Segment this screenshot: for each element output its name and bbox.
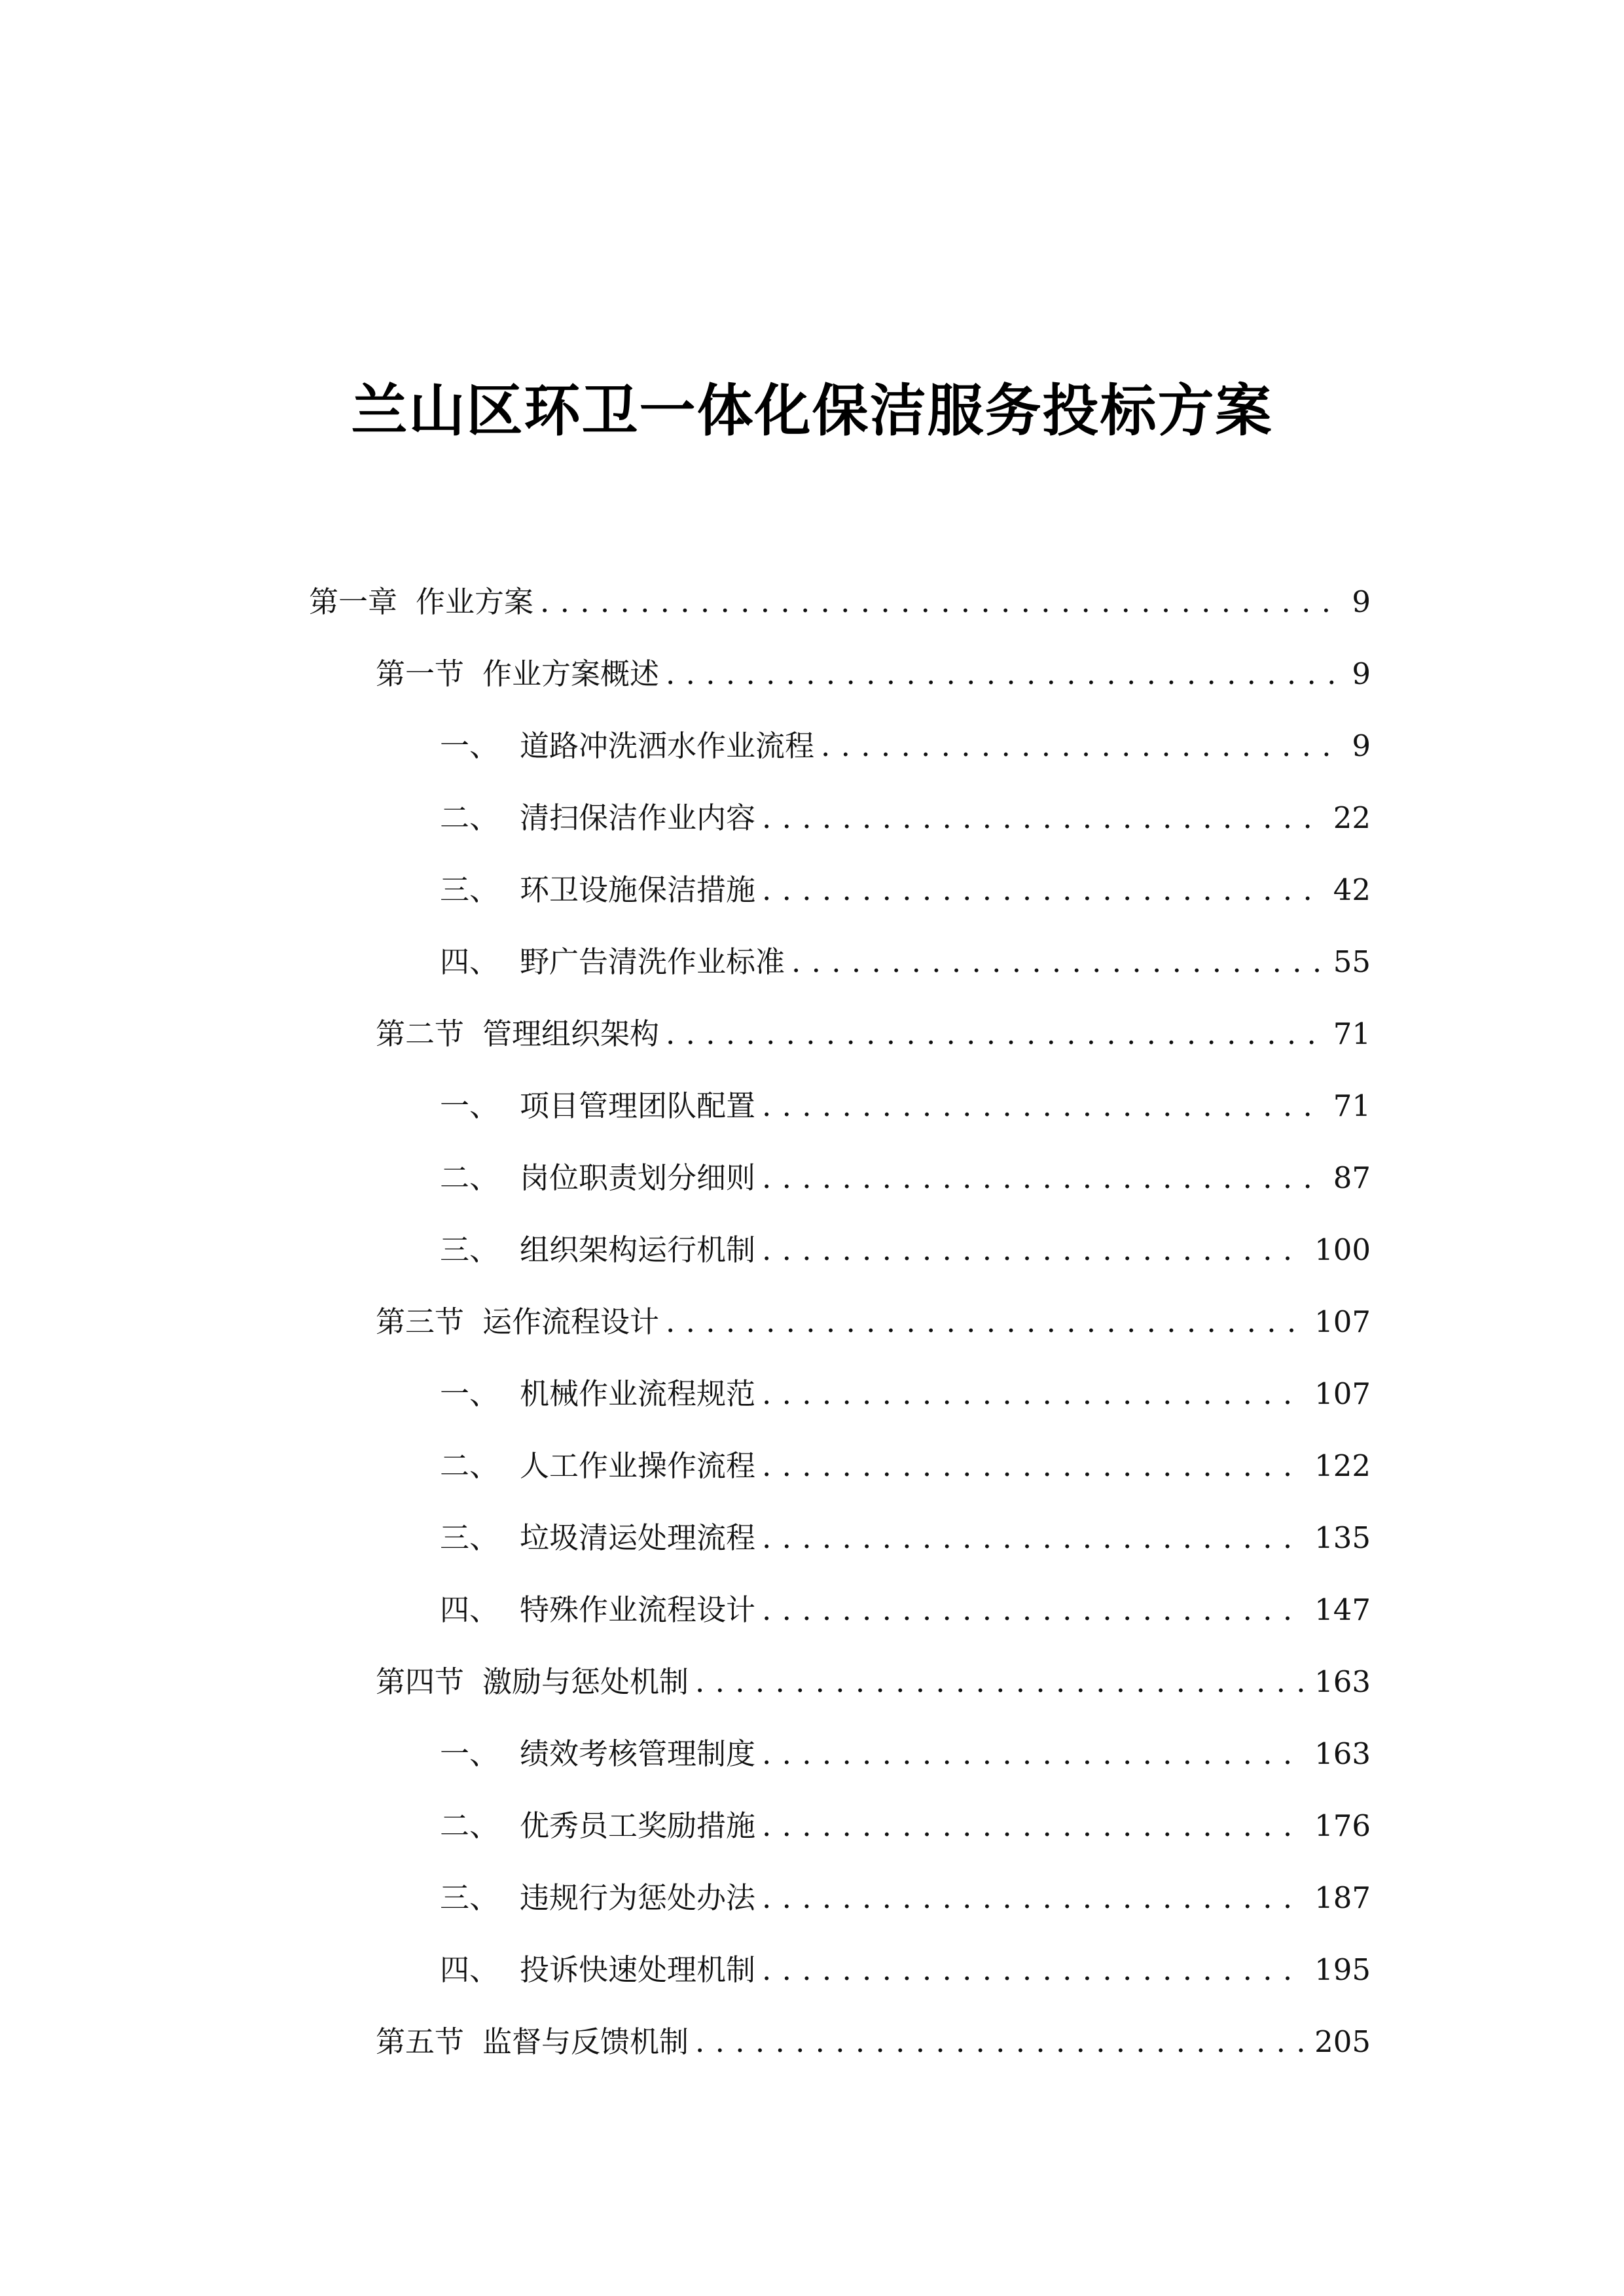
toc-entry-number: 第五节 xyxy=(376,2024,465,2059)
toc-entry[interactable] xyxy=(440,1512,1371,1564)
toc-entry[interactable] xyxy=(376,1296,1371,1348)
toc-entry-title: 清扫保洁作业内容 xyxy=(520,800,756,835)
toc-entry-title: 作业方案概述 xyxy=(482,656,660,691)
toc-dot-leader xyxy=(762,1440,1305,1492)
toc-entry[interactable] xyxy=(440,1368,1371,1420)
toc-entry-title: 投诉快速处理机制 xyxy=(520,1952,756,1987)
toc-page-number: 9 xyxy=(1352,728,1371,763)
toc-entry[interactable] xyxy=(376,648,1371,700)
toc-dot-leader xyxy=(666,1296,1305,1348)
toc-entry-title: 运作流程设计 xyxy=(482,1304,660,1339)
toc-entry[interactable] xyxy=(376,1008,1371,1060)
toc-dot-leader xyxy=(762,864,1324,916)
toc-entry-title: 机械作业流程规范 xyxy=(520,1376,756,1411)
toc-entry[interactable] xyxy=(309,576,1371,628)
toc-page-number: 147 xyxy=(1314,1592,1371,1627)
toc-entry-title: 道路冲洗洒水作业流程 xyxy=(520,728,815,763)
toc-entry-number: 二、 xyxy=(440,1808,499,1843)
toc-entry-title: 绩效考核管理制度 xyxy=(520,1736,756,1771)
toc-entry-title: 作业方案 xyxy=(416,584,534,619)
toc-entry-number: 四、 xyxy=(440,1592,499,1627)
toc-dot-leader xyxy=(762,792,1324,844)
toc-page-number: 163 xyxy=(1314,1664,1371,1699)
toc-entry-title: 违规行为惩处办法 xyxy=(520,1880,756,1915)
toc-entry-number: 第四节 xyxy=(376,1664,465,1699)
toc-entry-number: 三、 xyxy=(440,1520,499,1555)
toc-entry-title: 激励与惩处机制 xyxy=(482,1664,689,1699)
toc-page-number: 71 xyxy=(1333,1088,1371,1123)
toc-entry[interactable] xyxy=(440,1944,1371,1996)
toc-dot-leader xyxy=(791,936,1324,988)
toc-entry-title: 人工作业操作流程 xyxy=(520,1448,756,1483)
toc-page-number: 9 xyxy=(1352,656,1371,691)
toc-entry-number: 四、 xyxy=(440,1952,499,1987)
toc-dot-leader xyxy=(762,1872,1305,1924)
toc-dot-leader xyxy=(762,1584,1305,1636)
toc-entry[interactable] xyxy=(440,1152,1371,1204)
toc-entry-number: 三、 xyxy=(440,1232,499,1267)
toc-entry[interactable] xyxy=(440,1728,1371,1780)
toc-entry-title: 野广告清洗作业标准 xyxy=(520,944,785,979)
toc-dot-leader xyxy=(695,2016,1305,2068)
toc-entry-number: 二、 xyxy=(440,1160,499,1195)
toc-entry[interactable] xyxy=(440,864,1371,916)
toc-entry-title: 垃圾清运处理流程 xyxy=(520,1520,756,1555)
toc-entry-title: 项目管理团队配置 xyxy=(520,1088,756,1123)
toc-dot-leader xyxy=(762,1152,1324,1204)
toc-dot-leader xyxy=(762,1944,1305,1996)
toc-entry[interactable] xyxy=(440,720,1371,772)
toc-entry-number: 第一章 xyxy=(309,584,398,619)
toc-entry-number: 一、 xyxy=(440,1376,499,1411)
toc-page-number: 55 xyxy=(1333,944,1371,979)
toc-dot-leader xyxy=(762,1728,1305,1780)
toc-entry[interactable] xyxy=(440,1440,1371,1492)
toc-entry-title: 环卫设施保洁措施 xyxy=(520,872,756,907)
toc-page-number: 9 xyxy=(1352,584,1371,619)
toc-page-number: 22 xyxy=(1333,800,1371,835)
toc-dot-leader xyxy=(540,576,1335,628)
toc-page-number: 135 xyxy=(1314,1520,1371,1555)
toc-entry-title: 岗位职责划分细则 xyxy=(520,1160,756,1195)
toc-entry-number: 第三节 xyxy=(376,1304,465,1339)
document-title: 兰山区环卫一体化保洁服务投标方案 xyxy=(351,378,1273,444)
toc-entry-title: 优秀员工奖励措施 xyxy=(520,1808,756,1843)
toc-page-number: 176 xyxy=(1314,1808,1371,1843)
toc-entry[interactable] xyxy=(376,1656,1371,1708)
toc-dot-leader xyxy=(821,720,1335,772)
toc-entry[interactable] xyxy=(440,936,1371,988)
toc-page-number: 187 xyxy=(1314,1880,1371,1915)
toc-entry-number: 三、 xyxy=(440,872,499,907)
toc-entry-number: 三、 xyxy=(440,1880,499,1915)
toc-dot-leader xyxy=(762,1512,1305,1564)
toc-page-number: 71 xyxy=(1333,1016,1371,1051)
toc-page-number: 107 xyxy=(1314,1376,1371,1411)
toc-entry-title: 管理组织架构 xyxy=(482,1016,660,1051)
toc-entry-number: 一、 xyxy=(440,728,499,763)
toc-dot-leader xyxy=(695,1656,1305,1708)
toc-page-number: 195 xyxy=(1314,1952,1371,1987)
toc-entry[interactable] xyxy=(440,1872,1371,1924)
toc-entry[interactable] xyxy=(440,792,1371,844)
toc-dot-leader xyxy=(762,1224,1305,1276)
toc-entry-number: 二、 xyxy=(440,1448,499,1483)
toc-entry-number: 第二节 xyxy=(376,1016,465,1051)
toc-page-number: 87 xyxy=(1333,1160,1371,1195)
toc-entry[interactable] xyxy=(440,1224,1371,1276)
toc-entry-title: 监督与反馈机制 xyxy=(482,2024,689,2059)
toc-entry-number: 第一节 xyxy=(376,656,465,691)
toc-page-number: 122 xyxy=(1314,1448,1371,1483)
toc-entry-number: 一、 xyxy=(440,1736,499,1771)
toc-dot-leader xyxy=(666,648,1335,700)
toc-dot-leader xyxy=(762,1080,1324,1132)
toc-entry-title: 组织架构运行机制 xyxy=(520,1232,756,1267)
toc-page-number: 163 xyxy=(1314,1736,1371,1771)
toc-entry[interactable] xyxy=(376,2016,1371,2068)
toc-entry[interactable] xyxy=(440,1584,1371,1636)
toc-dot-leader xyxy=(666,1008,1324,1060)
toc-entry[interactable] xyxy=(440,1800,1371,1852)
toc-page-number: 205 xyxy=(1314,2024,1371,2059)
toc-dot-leader xyxy=(762,1368,1305,1420)
toc-entry-number: 四、 xyxy=(440,944,499,979)
toc-entry[interactable] xyxy=(440,1080,1371,1132)
toc-entry-number: 二、 xyxy=(440,800,499,835)
toc-dot-leader xyxy=(762,1800,1305,1852)
toc-page-number: 107 xyxy=(1314,1304,1371,1339)
toc-page-number: 100 xyxy=(1314,1232,1371,1267)
toc-entry-number: 一、 xyxy=(440,1088,499,1123)
toc-page-number: 42 xyxy=(1333,872,1371,907)
toc-entry-title: 特殊作业流程设计 xyxy=(520,1592,756,1627)
